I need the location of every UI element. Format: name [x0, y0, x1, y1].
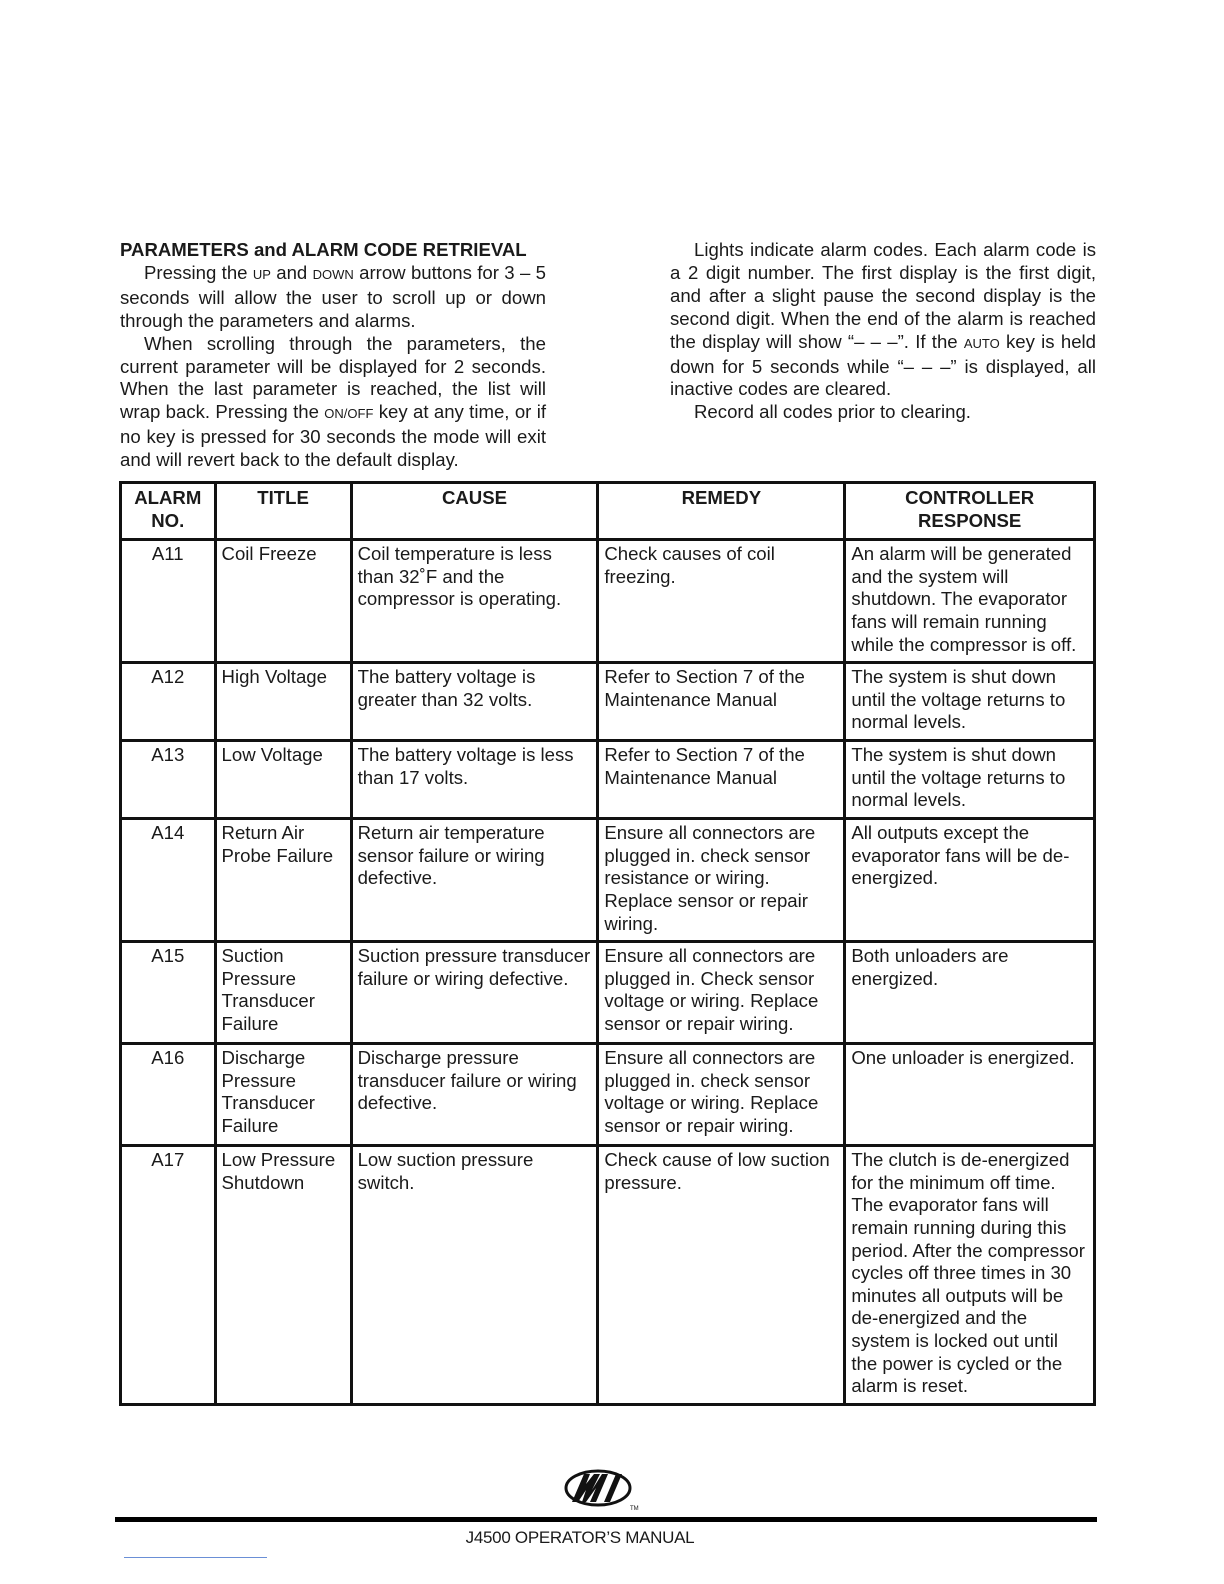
key-down-label: DOWN	[312, 266, 354, 282]
svg-text:TM: TM	[630, 1506, 639, 1512]
header-title: TITLE	[215, 483, 351, 540]
alarm-number: A13	[121, 741, 216, 819]
section-heading: PARAMETERS and ALARM CODE RETRIEVAL	[120, 239, 527, 260]
alarm-response: The clutch is de-energized for the minimum off time. The evaporator fans will remain running during this period. After the compressor cycles off three times in 30 minutes all outputs will be de-energized and the system is locked out until the power is cycled or the alarm is reset.	[845, 1146, 1095, 1405]
table-row	[121, 741, 1095, 819]
alarm-title: Return Air Probe Failure	[215, 819, 351, 942]
alarm-remedy: Ensure all connectors are plugged in. check sensor resistance or wiring. Replace sensor or repair wiring.	[598, 819, 845, 942]
alarm-response: An alarm will be generated and the system will shutdown. The evaporator fans will remain running while the compressor is off.	[845, 540, 1095, 663]
footer-rule	[115, 1517, 1097, 1522]
alarm-number: A16	[121, 1044, 216, 1146]
text-run: Pressing the	[144, 261, 253, 283]
alarm-title: Low Voltage	[215, 741, 351, 819]
alarm-remedy: Refer to Section 7 of the Maintenance Manual	[598, 663, 845, 741]
alarm-response: The system is shut down until the voltage returns to normal levels.	[845, 741, 1095, 819]
alarm-response: Both unloaders are energized.	[845, 942, 1095, 1044]
alarm-cause: The battery voltage is less than 17 volts.	[351, 741, 598, 819]
intro-paragraph-3	[670, 239, 1096, 401]
alarm-title: Coil Freeze	[215, 540, 351, 663]
manual-title: J4500 OPERATOR’S MANUAL	[465, 1528, 695, 1547]
header-cause: CAUSE	[351, 483, 598, 540]
key-auto-label: AUTO	[963, 335, 1000, 351]
key-up-label: UP	[252, 266, 271, 282]
alarm-cause: Coil temperature is less than 32˚F and the compressor is operating.	[351, 540, 598, 663]
mci-logo-icon	[564, 1468, 640, 1512]
table-row	[121, 663, 1095, 741]
intro-paragraph-2	[120, 333, 546, 472]
alarm-cause: Discharge pressure transducer failure or wiring defective.	[351, 1044, 598, 1146]
alarm-response: One unloader is energized.	[845, 1044, 1095, 1146]
alarm-code-table	[119, 481, 1096, 1406]
alarm-cause: The battery voltage is greater than 32 volts.	[351, 663, 598, 741]
text-run: When scrolling through the parameters, the current parameter will be displayed for 2 seconds. When the last parameter is reached, the list will wrap back. Pressing the	[120, 332, 546, 423]
intro-right-column	[670, 239, 1096, 472]
table-row	[121, 942, 1095, 1044]
alarm-cause: Low suction pressure switch.	[351, 1146, 598, 1405]
alarm-remedy: Check cause of low suction pressure.	[598, 1146, 845, 1405]
alarm-number: A11	[121, 540, 216, 663]
table-row	[121, 1044, 1095, 1146]
intro-left-column	[120, 239, 546, 472]
text-run: key is held down for 5 seconds while “– – –” is displayed, all inactive codes are cleared.	[670, 330, 1097, 400]
alarm-cause: Suction pressure transducer failure or wiring defective.	[351, 942, 598, 1044]
alarm-number: A14	[121, 819, 216, 942]
table-header-row	[121, 483, 1095, 540]
table-row	[121, 819, 1095, 942]
intro-paragraph-1	[120, 262, 546, 333]
alarm-cause: Return air temperature sensor failure or wiring defective.	[351, 819, 598, 942]
alarm-remedy: Ensure all connectors are plugged in. check sensor voltage or wiring. Replace sensor or repair wiring.	[598, 1044, 845, 1146]
text-run: Lights indicate alarm codes. Each alarm code is a 2 digit number. The first display is the first digit, and after a slight pause the second display is the second digit. When the end of the alarm is reached the display will show “– – –”. If the	[670, 239, 1096, 352]
alarm-title: Low Pressure Shutdown	[215, 1146, 351, 1405]
text-run: and	[270, 261, 313, 283]
alarm-remedy: Check causes of coil freezing.	[598, 540, 845, 663]
intro-section	[120, 239, 1096, 472]
alarm-response: The system is shut down until the voltage returns to normal levels.	[845, 663, 1095, 741]
footer-link-underline	[124, 1557, 267, 1558]
intro-paragraph-4: Record all codes prior to clearing.	[694, 401, 971, 423]
table-row	[121, 1146, 1095, 1405]
alarm-remedy: Refer to Section 7 of the Maintenance Manual	[598, 741, 845, 819]
alarm-response: All outputs except the evaporator fans will be de-energized.	[845, 819, 1095, 942]
alarm-number: A12	[121, 663, 216, 741]
alarm-remedy: Ensure all connectors are plugged in. Check sensor voltage or wiring. Replace sensor or repair wiring.	[598, 942, 845, 1044]
text-run: key at any time, or if no key is pressed for 30 seconds the mode will exit and will revert back to the default display.	[120, 401, 546, 471]
alarm-title: Suction Pressure Transducer Failure	[215, 942, 351, 1044]
text-run: arrow buttons for 3 – 5 seconds will allow the user to scroll up or down through the parameters and alarms.	[120, 261, 546, 331]
alarm-number: A15	[121, 942, 216, 1044]
alarm-number: A17	[121, 1146, 216, 1405]
header-remedy: REMEDY	[598, 483, 845, 540]
key-onoff-label: ON/OFF	[324, 406, 374, 422]
header-controller-response: CONTROLLER RESPONSE	[845, 483, 1095, 540]
alarm-title: Discharge Pressure Transducer Failure	[215, 1044, 351, 1146]
header-alarm-no: ALARM NO.	[121, 483, 216, 540]
table-row	[121, 540, 1095, 663]
alarm-title: High Voltage	[215, 663, 351, 741]
